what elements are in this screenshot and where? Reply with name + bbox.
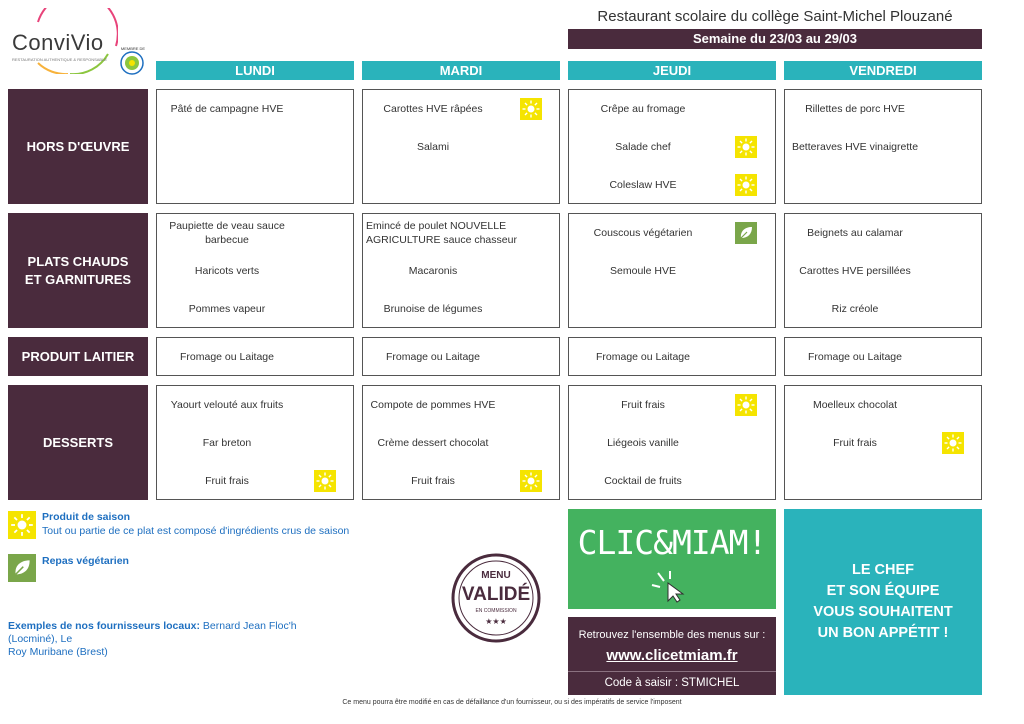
dish: Far breton [202,437,252,449]
dish: Pâté de campagne HVE [170,103,284,115]
suppliers-label: Exemples de nos fournisseurs locaux: [8,620,200,632]
category-produit-laitier [8,337,148,376]
sun-icon [520,470,542,492]
cell-jeudi-hors [568,89,776,204]
dish: Couscous végétarien [593,227,693,239]
dish: Beignets au calamar [807,227,903,239]
clicetmiam-banner[interactable] [568,509,776,609]
dish: Crêpe au fromage [600,103,686,115]
suppliers-line1: Bernard Jean Floc'h (Locminé), Le [8,620,297,645]
dish: Cocktail de fruits [604,475,682,487]
dish: barbecue [205,234,249,246]
dish: Fruit frais [205,475,249,487]
dish: Fruit frais [833,437,877,449]
dish: Salade chef [615,141,671,153]
cell-jeudi-desserts [568,385,776,500]
category-desserts [8,385,148,500]
category-label: HORS D'ŒUVRE [26,138,130,154]
retrouvez-text: Retrouvez l'ensemble des menus sur : [578,629,766,641]
dish: Fromage ou Laitage [808,351,902,363]
cell-vendredi-desserts [784,385,982,500]
sun-icon [735,394,757,416]
stamp-main: VALIDÉ [461,584,531,605]
clicetmiam-info [568,617,776,695]
code-text: Code à saisir : STMICHEL [604,677,740,689]
category-label: PRODUIT LAITIER [21,348,135,364]
logo-tagline: RESTAURATION AUTHENTIQUE & RESPONSABLE [12,57,107,62]
dish: Yaourt velouté aux fruits [170,399,284,411]
cell-lundi-plats [156,213,354,328]
legend-saison-text: Tout ou partie de ce plat est composé d'ingrédients crus de saison [42,525,350,537]
leaf-icon [735,222,757,244]
cell-mardi-laitier [362,337,560,376]
legend-suppliers [8,620,348,659]
day-header-vendredi: VENDREDI [784,61,982,80]
dish: AGRICULTURE sauce chasseur [366,234,517,246]
page-title: Restaurant scolaire du collège Saint-Michel Plouzané [597,8,953,25]
day-header-lundi: LUNDI [156,61,354,80]
convivio-logo [8,8,118,74]
cell-vendredi-plats [784,213,982,328]
category-hors-doeuvre [8,89,148,204]
dish: Semoule HVE [610,265,676,277]
dish: Fromage ou Laitage [596,351,690,363]
sun-icon [314,470,336,492]
footer-disclaimer: Ce menu pourra être modifié en cas de défaillance d'un fournisseur, ou si des impératifs de service l'imposent [342,699,682,706]
chef-message [784,509,982,695]
cell-jeudi-laitier [568,337,776,376]
sun-icon [520,98,542,120]
dish: Emincé de poulet NOUVELLE [366,220,507,232]
dish: Fromage ou Laitage [180,351,274,363]
clicetmiam-brand: CLIC&MIAM! [577,523,767,562]
dish: Compote de pommes HVE [370,399,496,411]
dish: Rillettes de porc HVE [805,103,905,115]
leaf-icon [8,554,36,582]
dish: Macaronis [408,265,458,277]
sun-icon [8,511,36,539]
day-header-mardi: MARDI [362,61,560,80]
day-header-jeudi: JEUDI [568,61,776,80]
sun-icon [942,432,964,454]
dish: Betteraves HVE vinaigrette [791,141,919,153]
clicetmiam-link[interactable]: www.clicetmiam.fr [606,647,738,664]
dish: Carottes HVE râpées [383,103,483,115]
chef-line: LE CHEF [851,562,915,578]
dish: Brunoise de légumes [383,303,483,315]
dish: Crème dessert chocolat [377,437,489,449]
dish: Paupiette de veau sauce [169,220,285,232]
dish: Salami [416,141,450,153]
category-label: DESSERTS [42,434,114,450]
cursor-click-icon [638,567,708,603]
menu-valide-stamp [450,552,542,644]
cell-lundi-desserts [156,385,354,500]
week-banner: Semaine du 23/03 au 29/03 [568,29,982,49]
dish: Carottes HVE persillées [799,265,911,277]
dish: Fruit frais [411,475,455,487]
dish: Fruit frais [621,399,665,411]
dish: Haricots verts [194,265,260,277]
cell-mardi-desserts [362,385,560,500]
category-label: ET GARNITURES [24,271,132,287]
dish: Pommes vapeur [188,303,266,315]
badge-icon [119,51,145,75]
certification-badge: MEMBRE DE [119,46,147,76]
chef-line: VOUS SOUHAITENT [813,604,953,620]
stamp-stars: ★★★ [485,617,507,626]
dish: Fromage ou Laitage [386,351,480,363]
cell-lundi-laitier [156,337,354,376]
chef-line: ET SON ÉQUIPE [826,583,940,599]
dish: Coleslaw HVE [609,179,677,191]
suppliers-line2: Roy Muribane (Brest) [8,646,108,658]
dish: Riz créole [831,303,879,315]
sun-icon [735,174,757,196]
logo-brand: ConviVio [12,30,104,55]
legend-vege-title: Repas végétarien [42,555,129,567]
cell-mardi-hors [362,89,560,204]
category-label: PLATS CHAUDS [27,253,129,269]
chef-line: UN BON APPÉTIT ! [817,625,949,641]
stamp-top: MENU [481,570,511,581]
cell-mardi-plats [362,213,560,328]
dish: Moelleux chocolat [812,399,898,411]
sun-icon [735,136,757,158]
category-plats-chauds [8,213,148,328]
cell-vendredi-laitier [784,337,982,376]
cell-jeudi-plats [568,213,776,328]
cell-vendredi-hors [784,89,982,204]
dish: Liégeois vanille [607,437,679,449]
stamp-sub: EN COMMISSION [475,608,517,614]
legend-saison-title: Produit de saison [42,511,131,523]
cell-lundi-hors [156,89,354,204]
